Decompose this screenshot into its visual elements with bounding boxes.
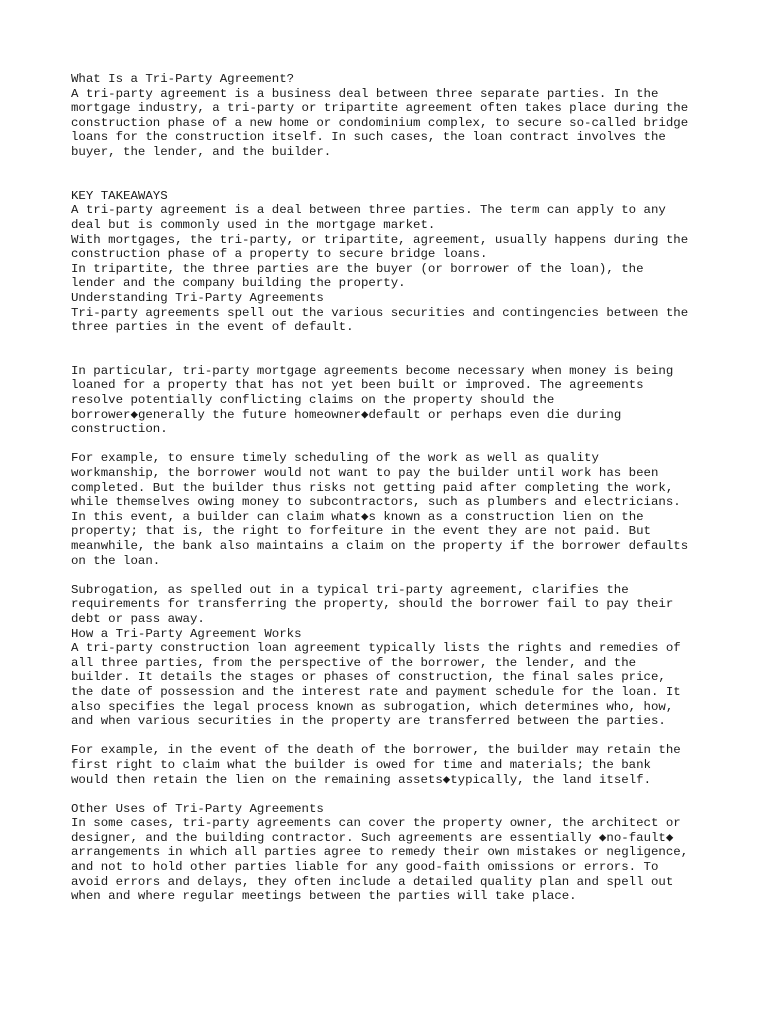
text-line: construction. — [71, 422, 168, 437]
text-line: the date of possession and the interest rate and payment schedule for the loan. It — [71, 684, 681, 699]
text-line: completed. But the builder thus risks not getting paid after completing the work, — [71, 480, 674, 495]
text-line: In this event, a builder can claim what◆s known as a construction lien on the — [71, 509, 644, 524]
text-line: deal but is commonly used in the mortgage market. — [71, 217, 436, 232]
blank-line — [71, 174, 721, 189]
text-line: meanwhile, the bank also maintains a claim on the property if the borrower defaults — [71, 539, 689, 553]
blank-line — [71, 729, 721, 744]
text-line: For example, in the event of the death of the borrower, the builder may retain the — [71, 743, 681, 758]
blank-line — [71, 349, 721, 364]
text-line: Subrogation, as spelled out in a typical tri-party agreement, clarifies the — [71, 582, 629, 597]
text-line: A tri-party agreement is a business deal between three separate parties. In the — [71, 86, 659, 101]
text-line: and when various securities in the property are transferred between the parties. — [71, 714, 666, 729]
text-line: In tripartite, the three parties are the buyer (or borrower of the loan), the — [71, 261, 644, 276]
text-line: loaned for a property that has not yet been built or improved. The agreements — [71, 378, 644, 393]
text-line: arrangements in which all parties agree to remedy their own mistakes or negligence, — [71, 845, 689, 860]
text-line: would then retain the lien on the remaining assets◆typically, the land itself. — [71, 772, 652, 787]
text-line: In particular, tri-party mortgage agreements become necessary when money is being — [71, 363, 674, 378]
text-line: while themselves owing money to subcontractors, such as plumbers and electricians. — [71, 495, 681, 510]
text-line: property; that is, the right to forfeiture in the event they are not paid. But — [71, 524, 651, 539]
text-line: Understanding Tri-Party Agreements — [71, 290, 324, 305]
text-line: A tri-party agreement is a deal between three parties. The term can apply to any — [71, 203, 666, 218]
text-line: borrower◆generally the future homeowner◆default or perhaps even die during — [71, 407, 622, 422]
blank-line — [71, 437, 721, 452]
text-line: builder. It details the stages or phases of construction, the final sales price, — [71, 670, 666, 685]
text-line: resolve potentially conflicting claims on the property should the — [71, 393, 555, 408]
text-line: What Is a Tri-Party Agreement? — [71, 72, 295, 86]
text-line: mortgage industry, a tri-party or tripartite agreement often takes place during the — [71, 101, 689, 116]
text-line: Tri-party agreements spell out the various securities and contingencies between the — [71, 305, 689, 320]
text-line: requirements for transferring the property, should the borrower fail to pay their — [71, 597, 674, 612]
text-line: A tri-party construction loan agreement typically lists the rights and remedies of — [71, 641, 681, 656]
text-line: workmanship, the borrower would not want to pay the builder until work has been — [71, 466, 659, 481]
blank-line — [71, 568, 721, 583]
text-line: construction phase of a property to secure bridge loans. — [71, 247, 488, 262]
text-line: first right to claim what the builder is owed for time and materials; the bank — [71, 757, 651, 772]
text-line: construction phase of a new home or condominium complex, to secure so-called bridge — [71, 115, 689, 130]
text-line: For example, to ensure timely scheduling of the work as well as quality — [71, 451, 599, 466]
blank-line — [71, 335, 721, 350]
text-line: debt or pass away. — [71, 611, 205, 626]
text-line: also specifies the legal process known as subrogation, which determines who, how, — [71, 699, 674, 714]
blank-line — [71, 787, 721, 802]
text-line: KEY TAKEAWAYS — [71, 188, 168, 203]
text-line: on the loan. — [71, 553, 161, 568]
text-line: With mortgages, the tri-party, or tripartite, agreement, usually happens during the — [71, 232, 689, 247]
text-line: when and where regular meetings between the parties will take place. — [71, 889, 577, 904]
text-line: all three parties, from the perspective of the borrower, the lender, and the — [71, 655, 637, 670]
document-body — [71, 72, 721, 904]
text-line: In some cases, tri-party agreements can cover the property owner, the architect or — [71, 816, 681, 831]
text-line: three parties in the event of default. — [71, 320, 354, 335]
text-line: How a Tri-Party Agreement Works — [71, 626, 302, 641]
text-line: and not to hold other parties liable for any good-faith omissions or errors. To — [71, 860, 659, 875]
text-line: designer, and the building contractor. Such agreements are essentially ◆no-fault◆ — [71, 830, 674, 845]
blank-line — [71, 160, 721, 175]
text-line: buyer, the lender, and the builder. — [71, 144, 332, 159]
text-line: loans for the construction itself. In such cases, the loan contract involves the — [71, 130, 666, 145]
text-line: avoid errors and delays, they often include a detailed quality plan and spell out — [71, 874, 674, 889]
text-line: lender and the company building the property. — [71, 276, 406, 291]
text-line: Other Uses of Tri-Party Agreements — [71, 801, 324, 816]
